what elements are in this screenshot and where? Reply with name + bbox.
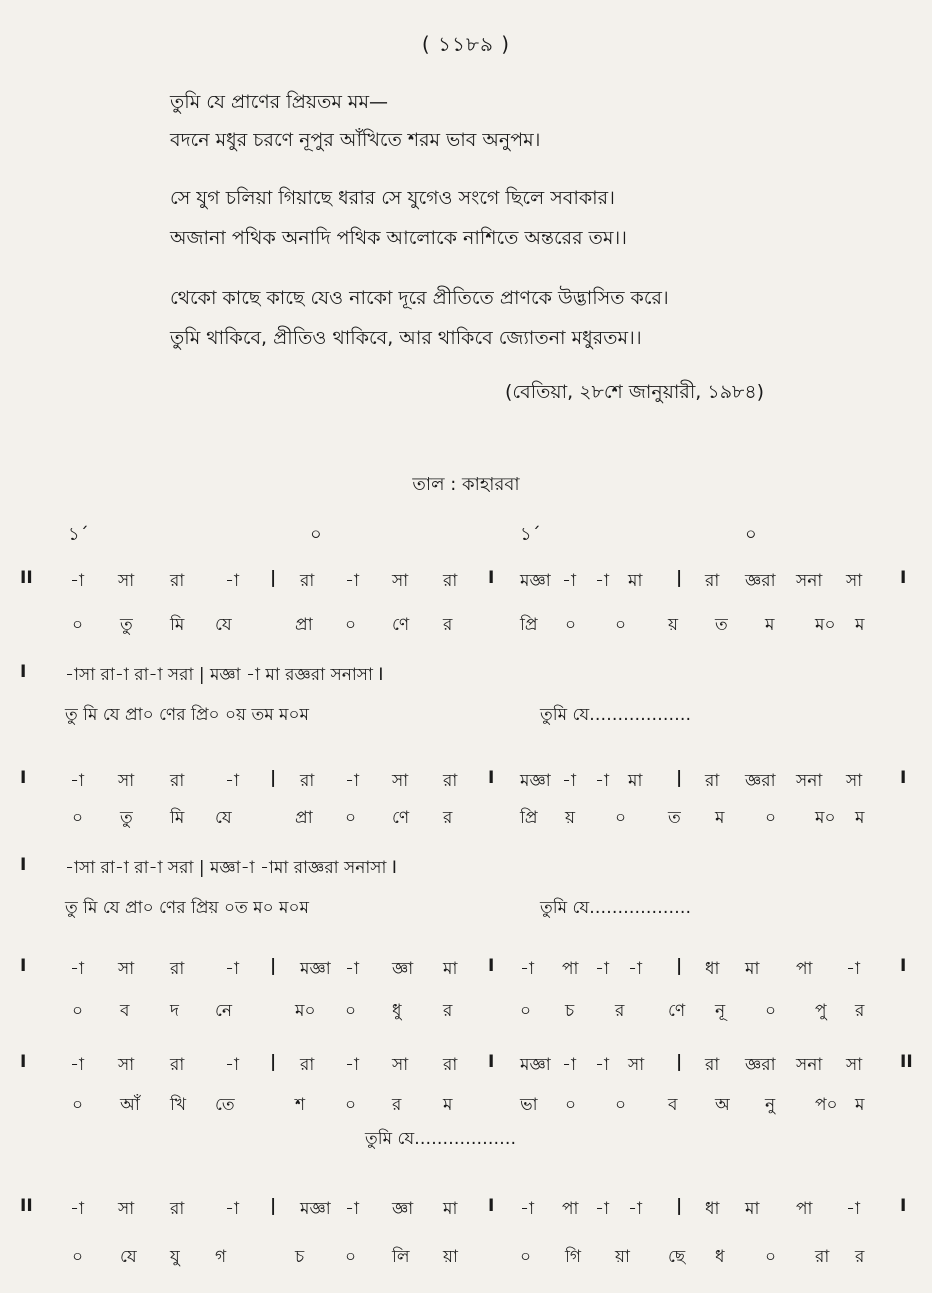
bar-line: I <box>488 956 495 976</box>
swara-note: মজ্ঞা <box>300 959 331 979</box>
bar-line: I <box>900 1196 907 1216</box>
lyric-syllable: ০ <box>345 1001 357 1021</box>
swara-note: -া <box>225 1199 239 1219</box>
bar-line: | <box>676 956 683 976</box>
lyric-syllable: র <box>443 808 453 828</box>
swara-note: সা <box>118 959 135 979</box>
swara-note: -া <box>595 771 609 791</box>
lyric-syllable: ০ <box>765 1001 777 1021</box>
lyric-syllable: যে <box>215 808 232 828</box>
lyric-syllable: প্রি <box>520 808 538 828</box>
swara-note: মা <box>443 1199 458 1219</box>
beat-marker: ০ <box>745 524 757 545</box>
swara-note: -া <box>846 1199 860 1219</box>
lyric-syllable: ০ <box>72 808 84 828</box>
bar-line: | <box>676 768 683 788</box>
lyric-syllable: পু <box>815 1001 827 1021</box>
swara-note: সনা <box>796 571 823 591</box>
swara-note: মা <box>628 771 643 791</box>
bar-line: | <box>270 956 277 976</box>
swara-note: মজ্ঞা <box>520 771 551 791</box>
swara-note: মজ্ঞা <box>520 1055 551 1075</box>
lyric-line: বদনে মধুর চরণে নূপুর আঁখিতে শরম ভাব অনুপম। <box>170 129 541 151</box>
lyric-syllable: ০ <box>345 1247 357 1267</box>
swara-note: সা <box>846 1055 863 1075</box>
lyric-syllable: ০ <box>615 1095 627 1115</box>
lyric-syllable: ম <box>855 808 865 828</box>
lyric-syllable: ০ <box>765 1247 777 1267</box>
swara-note: -া <box>225 771 239 791</box>
bar-line: I <box>488 568 495 588</box>
swara-note: -া <box>595 1055 609 1075</box>
lyric-syllable: য় <box>668 615 679 635</box>
lyric-syllable: ধ <box>715 1247 725 1267</box>
lyric-syllable: ০ <box>520 1247 532 1267</box>
lyric-syllable: তু <box>120 615 133 635</box>
bar-line: I <box>20 1052 27 1072</box>
lyric-syllable: ণে <box>668 1001 686 1021</box>
lyric-syllable: ণে <box>392 615 410 635</box>
lyric-syllable: নে <box>215 1001 233 1021</box>
swara-note: সা <box>118 1199 135 1219</box>
swara-note: রা <box>300 771 315 791</box>
beat-marker: ০ <box>310 524 322 545</box>
swara-note: সা <box>846 771 863 791</box>
swara-note: রা <box>443 571 458 591</box>
bar-line: | <box>676 568 683 588</box>
swara-note: -া <box>595 959 609 979</box>
bar-line: I <box>900 956 907 976</box>
swara-note: -া <box>70 1055 84 1075</box>
bar-line: I <box>488 1052 495 1072</box>
swara-note: সা <box>392 571 409 591</box>
swara-note: -া <box>628 1199 642 1219</box>
lyric-syllable: মি <box>170 808 185 828</box>
swara-note: -া <box>345 571 359 591</box>
swara-note: -া <box>70 771 84 791</box>
swara-line: -াসা রা-া রা-া সরা | মজ্ঞা -া মা রজ্ঞরা সনাসা I <box>65 665 384 685</box>
swara-note: সা <box>118 771 135 791</box>
swara-note: -া <box>70 1199 84 1219</box>
swara-note: -া <box>562 771 576 791</box>
lyric-syllable: গ <box>215 1247 227 1267</box>
swara-note: মজ্ঞা <box>300 1199 331 1219</box>
lyric-line: অজানা পথিক অনাদি পথিক আলোকে নাশিতে অন্তরের তম।। <box>170 227 627 249</box>
lyric-syllable: ০ <box>565 615 577 635</box>
swara-note: -া <box>562 1055 576 1075</box>
swara-note: মজ্ঞা <box>520 571 551 591</box>
lyric-line: তু মি যে প্রা০ ণের প্রিয় ০ত ম০ ম০ম <box>65 898 309 918</box>
lyric-syllable: ত <box>668 808 681 828</box>
lyric-syllable: নূ <box>715 1001 726 1021</box>
lyric-syllable: ০ <box>345 615 357 635</box>
lyric-syllable: ভা <box>520 1095 538 1115</box>
lyric-syllable: ম০ <box>815 808 836 828</box>
lyric-syllable: ম০ <box>295 1001 316 1021</box>
swara-note: -া <box>595 571 609 591</box>
swara-note: -া <box>225 959 239 979</box>
beat-marker: ১´ <box>68 524 89 545</box>
refrain-cue: তুমি যে……………… <box>540 705 692 725</box>
lyric-syllable: ০ <box>565 1095 577 1115</box>
swara-note: সনা <box>796 771 823 791</box>
lyric-syllable: চ <box>295 1247 305 1267</box>
swara-note: জ্ঞরা <box>745 771 776 791</box>
lyric-line: সে যুগ চলিয়া গিয়াছে ধরার সে যুগেও সংগে ছিলে সবাকার। <box>170 187 615 209</box>
swara-note: মা <box>443 959 458 979</box>
swara-note: মা <box>745 959 760 979</box>
lyric-syllable: নু <box>765 1095 776 1115</box>
swara-note: সনা <box>796 1055 823 1075</box>
bar-line: | <box>270 568 277 588</box>
lyric-line: থেকো কাছে কাছে যেও নাকো দূরে প্রীতিতে প্রাণকে উদ্ভাসিত করে। <box>170 287 669 309</box>
swara-note: জ্ঞা <box>392 1199 414 1219</box>
swara-note: -া <box>225 571 239 591</box>
lyric-syllable: প০ <box>815 1095 838 1115</box>
swara-note: -া <box>520 959 534 979</box>
swara-note: মা <box>745 1199 760 1219</box>
lyric-syllable: ম <box>855 1095 865 1115</box>
swara-note: পা <box>796 1199 813 1219</box>
swara-note: সা <box>118 1055 135 1075</box>
lyric-syllable: গি <box>565 1247 582 1267</box>
refrain-cue: তুমি যে……………… <box>540 898 692 918</box>
swara-note: সা <box>846 571 863 591</box>
swara-note: ধা <box>705 959 720 979</box>
beat-markers <box>0 520 932 550</box>
bar-line: | <box>270 768 277 788</box>
swara-note: -া <box>520 1199 534 1219</box>
swara-note: পা <box>562 959 579 979</box>
swara-note: -া <box>345 1055 359 1075</box>
lyric-syllable: খি <box>170 1095 187 1115</box>
swara-note: রা <box>705 1055 720 1075</box>
swara-note: জ্ঞরা <box>745 1055 776 1075</box>
bar-line: I <box>20 768 27 788</box>
swara-note: -া <box>562 571 576 591</box>
lyric-line: তুমি যে প্রাণের প্রিয়তম মম— <box>170 91 389 113</box>
swara-note: রা <box>170 959 185 979</box>
swara-note: -া <box>225 1055 239 1075</box>
bar-line: I <box>20 855 27 875</box>
swara-note: -া <box>345 959 359 979</box>
lyric-syllable: ০ <box>72 1095 84 1115</box>
refrain-cue: তুমি যে……………… <box>365 1129 517 1149</box>
lyric-syllable: প্রি <box>520 615 538 635</box>
lyric-syllable: ণে <box>392 808 410 828</box>
lyric-syllable: ০ <box>72 1001 84 1021</box>
lyric-syllable: র <box>855 1001 865 1021</box>
lyric-syllable: য় <box>565 808 576 828</box>
lyric-syllable: যে <box>215 615 232 635</box>
lyric-syllable: আঁ <box>120 1095 140 1115</box>
lyric-syllable: ত <box>715 615 728 635</box>
lyric-syllable: যে <box>120 1247 137 1267</box>
bar-line: II <box>20 568 33 588</box>
lyric-syllable: ০ <box>615 615 627 635</box>
swara-note: পা <box>796 959 813 979</box>
swara-note: সা <box>392 771 409 791</box>
lyric-syllable: যু <box>170 1247 180 1267</box>
bar-line: | <box>270 1052 277 1072</box>
lyric-syllable: ম <box>715 808 725 828</box>
swara-note: -া <box>846 959 860 979</box>
lyric-syllable: ০ <box>72 615 84 635</box>
bar-line: I <box>900 568 907 588</box>
swara-note: রা <box>705 771 720 791</box>
lyric-syllable: মি <box>170 615 185 635</box>
lyric-syllable: চ <box>565 1001 575 1021</box>
lyric-syllable: র <box>392 1095 402 1115</box>
page-number: ( ১১৮৯ ) <box>421 32 511 56</box>
lyric-syllable: য়া <box>443 1247 458 1267</box>
lyric-line: তু মি যে প্রা০ ণের প্রি০ ০য় তম ম০ম <box>65 705 309 725</box>
lyric-syllable: ম <box>855 615 865 635</box>
swara-note: রা <box>170 1055 185 1075</box>
lyric-syllable: ম <box>765 615 775 635</box>
tal-label: তাল : কাহারবা <box>412 474 520 495</box>
beat-marker: ১´ <box>520 524 541 545</box>
bar-line: | <box>676 1196 683 1216</box>
bar-line: I <box>488 1196 495 1216</box>
bar-line: II <box>20 1196 33 1216</box>
lyric-syllable: প্রা <box>295 615 313 635</box>
swara-note: পা <box>562 1199 579 1219</box>
lyric-syllable: র <box>855 1247 865 1267</box>
lyric-syllable: ব <box>668 1095 678 1115</box>
swara-line: -াসা রা-া রা-া সরা | মজ্ঞা-া -ামা রাজ্ঞরা সনাসা I <box>65 858 397 878</box>
bar-line: | <box>270 1196 277 1216</box>
swara-note: মা <box>628 571 643 591</box>
lyric-syllable: র <box>443 615 453 635</box>
bar-line: I <box>20 662 27 682</box>
lyric-syllable: তু <box>120 808 133 828</box>
swara-note: রা <box>300 571 315 591</box>
swara-note: -া <box>628 959 642 979</box>
lyric-syllable: য়া <box>615 1247 630 1267</box>
lyric-syllable: ছে <box>668 1247 686 1267</box>
swara-note: সা <box>118 571 135 591</box>
swara-note: জ্ঞরা <box>745 571 776 591</box>
lyric-syllable: ০ <box>615 808 627 828</box>
swara-note: সা <box>392 1055 409 1075</box>
lyric-syllable: ম <box>443 1095 453 1115</box>
lyric-syllable: ০ <box>345 1095 357 1115</box>
swara-note: রা <box>300 1055 315 1075</box>
lyric-syllable: শ <box>295 1095 306 1115</box>
lyric-syllable: প্রা <box>295 808 313 828</box>
lyric-syllable: দ <box>170 1001 179 1021</box>
bar-line: II <box>900 1052 913 1072</box>
swara-note: রা <box>705 571 720 591</box>
lyric-syllable: ম০ <box>815 615 836 635</box>
lyric-syllable: ০ <box>520 1001 532 1021</box>
swara-note: রা <box>170 571 185 591</box>
swara-note: রা <box>443 771 458 791</box>
swara-note: -া <box>70 571 84 591</box>
swara-note: -া <box>595 1199 609 1219</box>
swara-note: রা <box>170 771 185 791</box>
swara-note: -া <box>70 959 84 979</box>
lyric-syllable: ০ <box>345 808 357 828</box>
lyric-syllable: ০ <box>72 1247 84 1267</box>
bar-line: | <box>676 1052 683 1072</box>
swara-note: সা <box>628 1055 645 1075</box>
lyric-syllable: ধু <box>392 1001 402 1021</box>
swara-note: -া <box>345 771 359 791</box>
lyric-syllable: ব <box>120 1001 130 1021</box>
lyric-syllable: লি <box>392 1247 410 1267</box>
lyric-syllable: র <box>615 1001 625 1021</box>
lyric-syllable: র <box>443 1001 453 1021</box>
swara-note: ধা <box>705 1199 720 1219</box>
bar-line: I <box>900 768 907 788</box>
swara-note: রা <box>170 1199 185 1219</box>
swara-note: -া <box>345 1199 359 1219</box>
lyric-syllable: ০ <box>765 808 777 828</box>
bar-line: I <box>488 768 495 788</box>
lyric-syllable: রা <box>815 1247 830 1267</box>
swara-note: রা <box>443 1055 458 1075</box>
lyric-line: তুমি থাকিবে, প্রীতিও থাকিবে, আর থাকিবে জ্যোতনা মধুরতম।। <box>170 327 642 349</box>
composition-signature: (বেতিয়া, ২৮শে জানুয়ারী, ১৯৮৪) <box>505 381 765 403</box>
lyric-syllable: তে <box>215 1095 235 1115</box>
bar-line: I <box>20 956 27 976</box>
lyric-syllable: অ <box>715 1095 730 1115</box>
swara-note: জ্ঞা <box>392 959 414 979</box>
